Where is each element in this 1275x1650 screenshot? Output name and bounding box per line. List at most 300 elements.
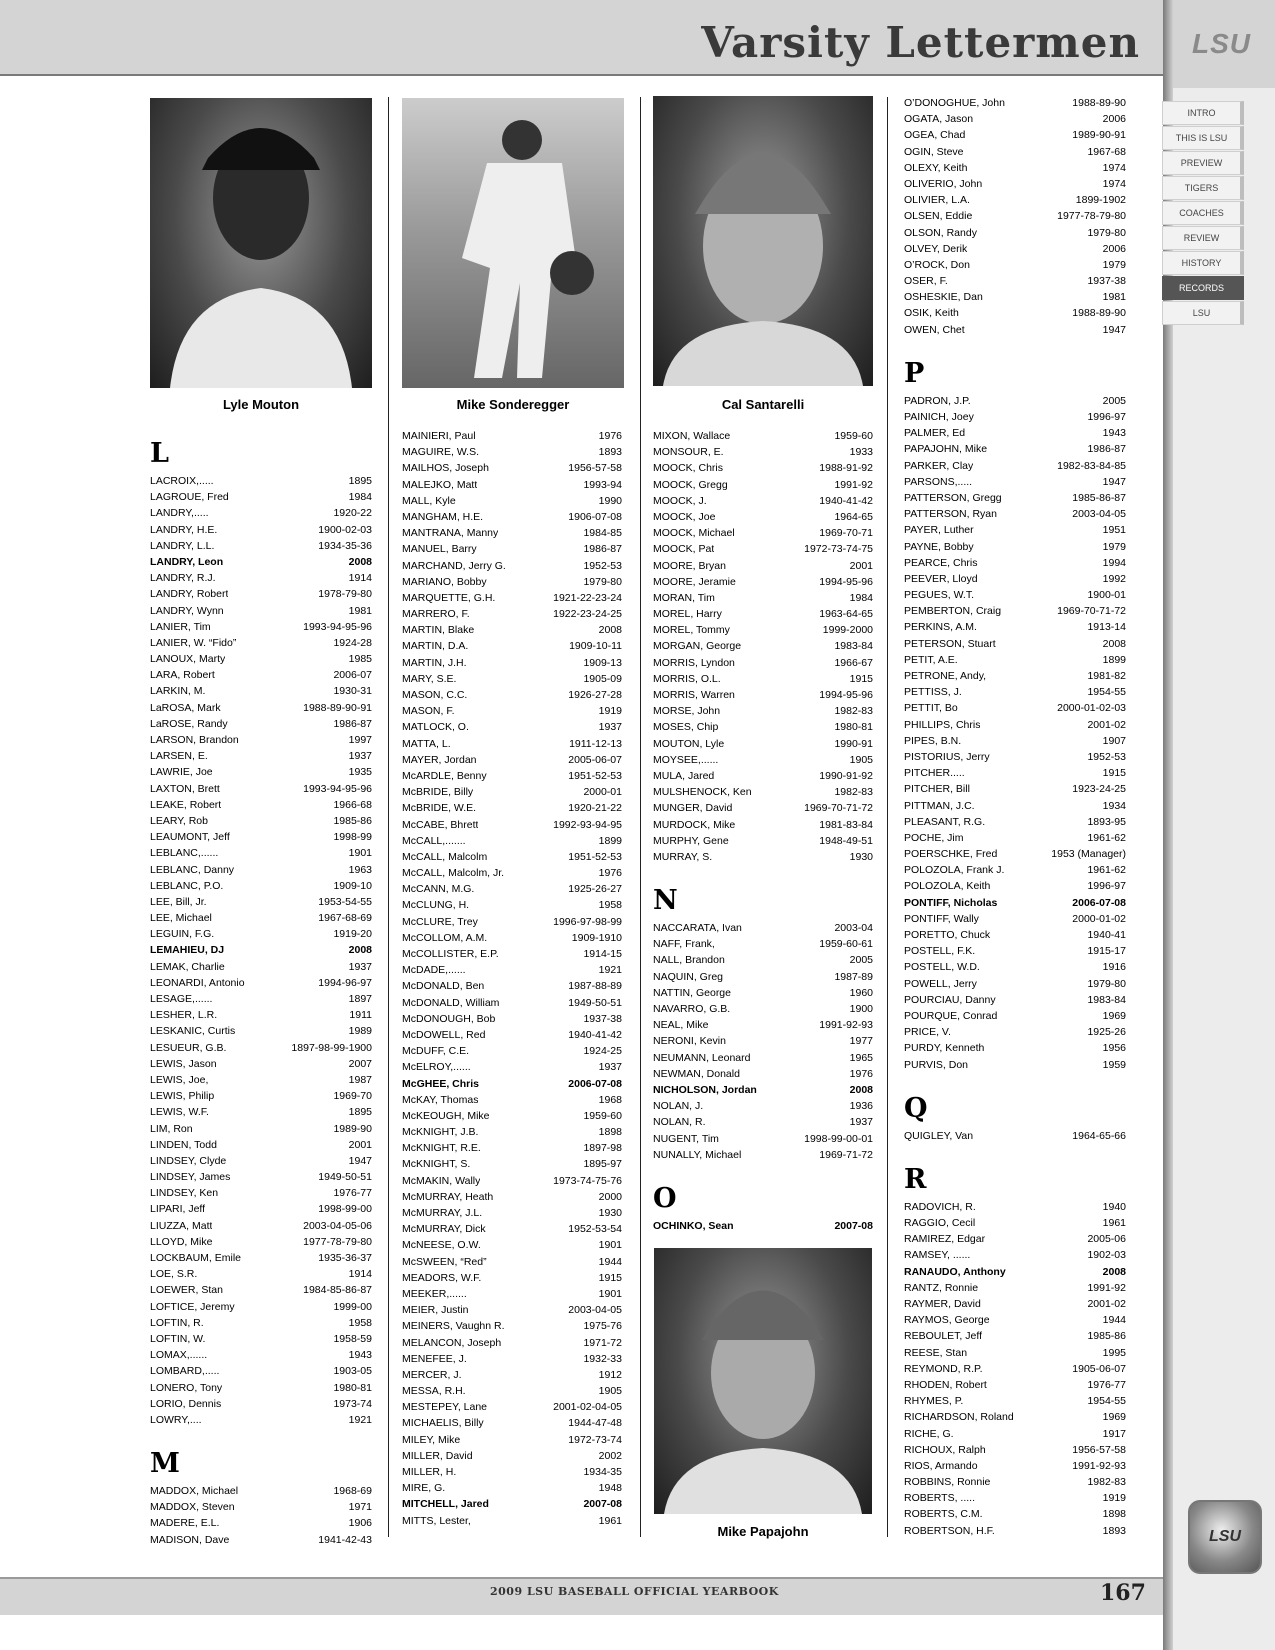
letterman-years: 1934 — [1102, 799, 1126, 812]
letterman-row — [150, 1380, 372, 1396]
letterman-years: 1953-54-55 — [318, 895, 372, 908]
letterman-row — [904, 1280, 1126, 1296]
letterman-row — [150, 1169, 372, 1185]
letterman-years: 1982-83-84-85 — [1057, 459, 1126, 472]
letterman-row — [150, 1234, 372, 1250]
letterman-years: 2008 — [348, 555, 372, 568]
letterman-row — [904, 765, 1126, 781]
letterman-years: 1915 — [598, 1271, 622, 1284]
letterman-row — [653, 1114, 873, 1130]
letterman-row — [904, 1264, 1126, 1280]
nav-item-history[interactable]: HISTORY — [1162, 251, 1244, 275]
letterman-row — [904, 700, 1126, 716]
letterman-row — [653, 736, 873, 752]
letterman-years: 2005-06 — [1087, 1233, 1126, 1246]
nav-item-records[interactable]: RECORDS — [1162, 276, 1244, 300]
nav-item-lsu[interactable]: LSU — [1162, 301, 1244, 325]
letterman-years: 1906 — [348, 1517, 372, 1530]
letterman-name: LESUEUR, G.B. — [150, 1041, 227, 1054]
letterman-row — [904, 241, 1126, 257]
letterman-name: PIPES, B.N. — [904, 734, 962, 747]
player-silhouette-icon — [150, 98, 372, 388]
letterman-row — [904, 95, 1126, 111]
letterman-name: MURDOCK, Mike — [653, 818, 736, 831]
letterman-years: 1972-73-74 — [568, 1433, 622, 1446]
letterman-years: 1981 — [348, 604, 372, 617]
letterman-years: 1903-05 — [333, 1365, 372, 1378]
letterman-years: 1967-68-69 — [318, 912, 372, 925]
letterman-name: MULA, Jared — [653, 769, 715, 782]
letterman-row — [150, 1250, 372, 1266]
letterman-row — [402, 1027, 622, 1043]
letterman-name: MONSOUR, E. — [653, 446, 724, 459]
letterman-years: 1965 — [849, 1051, 873, 1064]
letterman-name: OLVEY, Derik — [904, 242, 968, 255]
section-nav — [1162, 101, 1244, 326]
letterman-years: 1999-00 — [333, 1300, 372, 1313]
letterman-years: 1909-13 — [583, 656, 622, 669]
letterman-name: LARSON, Brandon — [150, 734, 239, 746]
letterman-years: 1959-60 — [583, 1109, 622, 1122]
letterman-row — [402, 638, 622, 654]
letterman-years: 1952-53 — [583, 559, 622, 572]
letterman-years: 1961 — [598, 1514, 622, 1527]
player-photo-cal-santarelli — [653, 96, 873, 386]
letterman-row — [653, 817, 873, 833]
letterman-row — [402, 558, 622, 574]
letterman-years: 2001 — [849, 559, 873, 572]
letterman-name: MAILHOS, Joseph — [402, 462, 489, 475]
letterman-row — [904, 522, 1126, 538]
letterman-years: 1893-95 — [1087, 815, 1126, 828]
letterman-name: POWELL, Jerry — [904, 977, 977, 990]
letterman-row — [402, 1108, 622, 1124]
letterman-name: LESHER, L.R. — [150, 1009, 218, 1022]
letterman-name: MOOCK, Chris — [653, 462, 724, 475]
letterman-years: 1986-87 — [583, 543, 622, 556]
letterman-years: 1974 — [1102, 161, 1126, 174]
photo-caption: Mike Sonderegger — [456, 397, 570, 412]
letterman-years: 2005 — [849, 954, 873, 967]
letterman-name: LAWRIE, Joe — [150, 766, 213, 779]
letterman-row — [402, 1076, 622, 1092]
letterman-years: 1989-90 — [333, 1122, 372, 1135]
letterman-name: PURVIS, Don — [904, 1058, 968, 1071]
letterman-name: LACROIX,..... — [150, 475, 214, 487]
letterman-years: 1976-77 — [333, 1187, 372, 1200]
letterman-name: OLSON, Randy — [904, 226, 977, 239]
letterman-row — [402, 1092, 622, 1108]
letterman-name: LARKIN, M. — [150, 685, 206, 698]
letterman-years: 1937-38 — [583, 1012, 622, 1025]
footer-title: 2009 LSU BASEBALL OFFICIAL YEARBOOK — [490, 1585, 779, 1598]
letterman-row — [402, 1140, 622, 1156]
letterman-row — [904, 1345, 1126, 1361]
letterman-name: LEWIS, Philip — [150, 1090, 215, 1103]
letterman-years: 1976 — [598, 867, 622, 880]
letterman-years: 1947 — [348, 1154, 372, 1167]
letterman-name: PAYER, Luther — [904, 524, 974, 537]
letterman-years: 1900 — [849, 1003, 873, 1015]
letterman-row — [653, 849, 873, 865]
letterman-name: MORSE, John — [653, 705, 721, 718]
letterman-name: RAYMOS, George — [904, 1314, 990, 1327]
letterman-name: MOREL, Harry — [653, 608, 722, 621]
letterman-years: 1979-80 — [583, 575, 622, 588]
letterman-years: 1981 — [1102, 291, 1126, 304]
letterman-name: RICHOUX, Ralph — [904, 1443, 986, 1456]
letterman-row — [402, 833, 622, 849]
letterman-name: NACCARATA, Ivan — [653, 922, 742, 935]
letterman-row — [653, 460, 873, 476]
letterman-row — [150, 554, 372, 570]
letterman-row — [150, 959, 372, 975]
page-title: Varsity Lettermen — [701, 18, 1140, 67]
letterman-name: MARRERO, F. — [402, 608, 470, 621]
letterman-years: 1949-50-51 — [318, 1171, 372, 1184]
letterman-years: 2006 — [1102, 113, 1126, 126]
letterman-row — [402, 736, 622, 752]
letterman-row — [150, 619, 372, 635]
letterman-row — [904, 943, 1126, 959]
letterman-years: 1990-91 — [834, 737, 873, 750]
letterman-name: PADRON, J.P. — [904, 394, 971, 407]
letterman-name: LAGROUE, Fred — [150, 491, 229, 504]
letterman-row — [653, 703, 873, 719]
letterman-name: NAFF, Frank, — [653, 938, 715, 951]
letterman-row — [402, 1059, 622, 1075]
letterman-name: MANGHAM, H.E. — [402, 510, 484, 523]
nav-item-review[interactable]: REVIEW — [1162, 226, 1244, 250]
letterman-row — [904, 490, 1126, 506]
letterman-row — [904, 1361, 1126, 1377]
letterman-years: 1998-99 — [333, 831, 372, 844]
letterman-name: MITCHELL, Jared — [402, 1498, 489, 1511]
letterman-name: PAINICH, Joey — [904, 411, 974, 423]
letterman-row — [402, 671, 622, 687]
letterman-name: MARTIN, Blake — [402, 624, 475, 637]
letterman-name: POCHE, Jim — [904, 831, 964, 844]
letterman-years: 1984-85 — [583, 527, 622, 540]
letterman-name: LANOUX, Marty — [150, 653, 226, 666]
letterman-years: 1919 — [598, 705, 622, 718]
letterman-row — [150, 1396, 372, 1412]
letterman-name: McBRIDE, W.E. — [402, 802, 477, 815]
letterman-row — [904, 571, 1126, 587]
letterman-name: MARTIN, D.A. — [402, 640, 469, 653]
letterman-name: MEEKER,...... — [402, 1287, 467, 1300]
letterman-name: MARIANO, Bobby — [402, 575, 487, 588]
letterman-years: 1991-92-93 — [819, 1019, 873, 1032]
letterman-row — [904, 1040, 1126, 1056]
letterman-row — [150, 942, 372, 958]
letterman-name: LEARY, Rob — [150, 814, 208, 827]
letterman-years: 1972-73-74-75 — [804, 543, 873, 556]
letterman-years: 1994-96-97 — [318, 976, 372, 989]
letterman-name: LIM, Ron — [150, 1122, 193, 1135]
letterman-years: 1974 — [1102, 177, 1126, 190]
letterman-name: MATTA, L. — [402, 737, 451, 750]
letterman-row — [402, 1254, 622, 1270]
letterman-years: 1956 — [1102, 1042, 1126, 1055]
letterman-name: LANDRY, H.E. — [150, 523, 218, 536]
letterman-row — [904, 289, 1126, 305]
letterman-years: 1968-69 — [333, 1485, 372, 1498]
letterman-years: 1940-41-42 — [819, 494, 873, 507]
letterman-row — [402, 784, 622, 800]
letterman-row — [653, 752, 873, 768]
letterman-years: 2008 — [1102, 1265, 1126, 1278]
letterman-row — [402, 1318, 622, 1334]
letterman-row — [904, 1474, 1126, 1490]
letterman-row — [904, 305, 1126, 321]
letterman-row — [402, 1043, 622, 1059]
letterman-name: MOOCK, Gregg — [653, 478, 728, 491]
letterman-years: 1937 — [849, 1116, 873, 1129]
letterman-row — [150, 1347, 372, 1363]
letterman-name: LANDRY, R.J. — [150, 572, 216, 585]
letterman-row — [150, 651, 372, 667]
letterman-years: 1941-42-43 — [318, 1533, 372, 1546]
nav-item-preview[interactable]: PREVIEW — [1162, 151, 1244, 175]
letterman-years: 2006-07-08 — [568, 1077, 622, 1090]
letterman-years: 1909-10 — [333, 879, 372, 892]
letterman-name: McCALL, Malcolm, Jr. — [402, 867, 505, 880]
letterman-years: 1969-70-71-72 — [1057, 605, 1126, 618]
letterman-years: 1951-52-53 — [568, 850, 622, 863]
letterman-row — [150, 991, 372, 1007]
letterman-row — [402, 1367, 622, 1383]
letterman-row — [653, 719, 873, 735]
letterman-years: 1988-91-92 — [819, 462, 873, 475]
letterman-name: OSIK, Keith — [904, 307, 959, 320]
letterman-row — [904, 992, 1126, 1008]
letterman-row — [150, 1056, 372, 1072]
letterman-years: 1982-83 — [834, 786, 873, 799]
letterman-years: 1937-38 — [1087, 275, 1126, 288]
letterman-years: 1937 — [348, 750, 372, 763]
letterman-row — [150, 505, 372, 521]
letterman-name: MARCHAND, Jerry G. — [402, 559, 506, 572]
section-letter: P — [904, 357, 925, 389]
letterman-years: 2006-07 — [333, 669, 372, 682]
letterman-row — [150, 1218, 372, 1234]
nav-item-this-is-lsu[interactable]: THIS IS LSU — [1162, 126, 1244, 150]
letterman-name: PETIT, A.E. — [904, 653, 958, 666]
letterman-row — [402, 1205, 622, 1221]
letterman-name: ROBERTS, C.M. — [904, 1508, 983, 1521]
letterman-name: LLOYD, Mike — [150, 1235, 213, 1248]
letterman-row — [904, 878, 1126, 894]
section-letter: Q — [904, 1092, 928, 1124]
letterman-name: MOOCK, J. — [653, 494, 707, 507]
letterman-years: 1897-98-99-1900 — [291, 1041, 372, 1054]
letterman-name: OLEXY, Keith — [904, 161, 968, 174]
letterman-name: OSER, F. — [904, 275, 948, 288]
letterman-years: 1992 — [1102, 572, 1126, 585]
letterman-name: OGATA, Jason — [904, 113, 974, 126]
letterman-name: PHILLIPS, Chris — [904, 718, 981, 731]
player-photo-mike-papajohn — [654, 1248, 872, 1514]
letterman-row — [904, 911, 1126, 927]
letterman-name: LAXTON, Brett — [150, 782, 220, 795]
letterman-name: MANUEL, Barry — [402, 543, 477, 556]
player-silhouette-icon — [402, 98, 624, 388]
letterman-years: 1937 — [598, 1061, 622, 1074]
letterman-name: PITTMAN, J.C. — [904, 799, 975, 812]
letterman-years: 1984-85-86-87 — [303, 1284, 372, 1297]
nav-item-intro[interactable]: INTRO — [1162, 101, 1244, 125]
letterman-name: MANTRANA, Manny — [402, 527, 499, 540]
letterman-years: 1984 — [849, 591, 873, 604]
letterman-row — [150, 1483, 372, 1499]
letterman-name: LaROSA, Mark — [150, 701, 221, 714]
nav-item-tigers[interactable]: TIGERS — [1162, 176, 1244, 200]
letterman-years: 1912 — [598, 1368, 622, 1381]
letterman-name: MEADORS, W.F. — [402, 1271, 482, 1284]
letterman-row — [402, 978, 622, 994]
letterman-years: 1968 — [598, 1093, 622, 1106]
letterman-name: LINDEN, Todd — [150, 1138, 217, 1151]
letterman-name: MARY, S.E. — [402, 672, 457, 685]
letterman-years: 1934-35 — [583, 1466, 622, 1478]
letterman-name: NUNALLY, Michael — [653, 1148, 742, 1161]
letterman-row — [402, 460, 622, 476]
letterman-row — [402, 1448, 622, 1464]
championship-ring-icon: LSU — [1188, 1500, 1262, 1574]
letterman-years: 1959-60 — [834, 430, 873, 442]
letterman-row — [904, 176, 1126, 192]
letterman-row — [150, 1412, 372, 1428]
letterman-row — [150, 700, 372, 716]
letterman-years: 1976-77 — [1087, 1378, 1126, 1391]
letterman-row — [904, 959, 1126, 975]
letterman-name: McELROY,...... — [402, 1061, 471, 1074]
letterman-row — [904, 668, 1126, 684]
letterman-row — [402, 719, 622, 735]
letterman-years: 1936 — [849, 1100, 873, 1113]
letterman-name: NAVARRO, G.B. — [653, 1003, 731, 1015]
letterman-years: 1916 — [1102, 961, 1126, 974]
letterman-name: LEGUIN, F.G. — [150, 928, 215, 941]
letterman-years: 1982-83 — [1087, 1476, 1126, 1489]
letterman-years: 2007-08 — [834, 1219, 873, 1232]
letterman-name: LEAKE, Robert — [150, 798, 222, 811]
letterman-name: ROBBINS, Ronnie — [904, 1476, 991, 1489]
letterman-row — [402, 1383, 622, 1399]
letterman-name: PONTIFF, Nicholas — [904, 896, 998, 909]
letterman-years: 1930 — [849, 850, 873, 863]
letterman-name: REYMOND, R.P. — [904, 1362, 983, 1375]
letterman-name: McKEOUGH, Mike — [402, 1109, 490, 1122]
letterman-years: 1900-02-03 — [318, 523, 372, 536]
letterman-years: 1915-17 — [1087, 945, 1126, 958]
letterman-years: 1969 — [1102, 1411, 1126, 1424]
letterman-row — [402, 1335, 622, 1351]
letterman-row — [904, 895, 1126, 911]
letterman-years: 1917 — [1102, 1427, 1126, 1440]
letterman-name: LONERO, Tony — [150, 1381, 223, 1394]
letterman-name: LANDRY, L.L. — [150, 539, 215, 552]
letterman-row — [653, 606, 873, 622]
letterman-name: O’ROCK, Don — [904, 258, 970, 271]
letterman-row — [402, 428, 622, 444]
letterman-years: 1990 — [598, 494, 622, 507]
letterman-name: RANAUDO, Anthony — [904, 1265, 1006, 1278]
letterman-years: 2001 — [348, 1138, 372, 1151]
letterman-row — [150, 603, 372, 619]
letterman-row — [904, 1128, 1126, 1144]
letterman-row — [904, 539, 1126, 555]
letterman-name: PEMBERTON, Craig — [904, 605, 1002, 618]
letterman-name: OGIN, Steve — [904, 145, 964, 158]
letterman-years: 1993-94-95-96 — [303, 782, 372, 795]
letterman-years: 1969-70-71-72 — [804, 802, 873, 815]
letterman-years: 1911-12-13 — [569, 737, 622, 750]
letterman-years: 1988-89-90 — [1072, 307, 1126, 320]
letterman-name: RHYMES, P. — [904, 1395, 964, 1408]
letterman-row — [150, 570, 372, 586]
letterman-years: 1984 — [348, 491, 372, 504]
letterman-name: LANIER, W. “Fido” — [150, 636, 237, 649]
letterman-years: 1988-89-90-91 — [303, 701, 372, 714]
letterman-years: 1964-65 — [834, 510, 873, 523]
letterman-row — [402, 509, 622, 525]
letterman-years: 1963-64-65 — [819, 608, 873, 621]
letterman-row — [653, 1098, 873, 1114]
letterman-years: 1899 — [1102, 653, 1126, 666]
letterman-years: 1967-68 — [1087, 145, 1126, 158]
letterman-row — [402, 914, 622, 930]
letterman-years: 1985-86 — [333, 814, 372, 827]
letterman-row — [150, 926, 372, 942]
letterman-row — [653, 1131, 873, 1147]
letterman-name: LANDRY, Wynn — [150, 604, 224, 617]
letterman-name: LANDRY, Robert — [150, 588, 229, 601]
letterman-years: 2006 — [1102, 242, 1126, 255]
letterman-years: 1978-79-80 — [318, 588, 372, 601]
letterman-years: 1901 — [598, 1239, 622, 1252]
letterman-years: 1994 — [1102, 556, 1126, 569]
letterman-row — [150, 1499, 372, 1515]
letterman-years: 1932-33 — [583, 1352, 622, 1365]
letterman-name: MOSES, Chip — [653, 721, 719, 734]
letterman-name: MEINERS, Vaughn R. — [402, 1320, 505, 1333]
letterman-years: 1979-80 — [1087, 226, 1126, 239]
letterman-name: LANIER, Tim — [150, 620, 211, 633]
letterman-years: 1987-88-89 — [568, 980, 622, 993]
letterman-row — [402, 525, 622, 541]
letterman-years: 1959 — [1102, 1058, 1126, 1071]
letterman-name: McMURRAY, J.L. — [402, 1207, 483, 1219]
letterman-name: McCALL, Malcolm — [402, 850, 488, 863]
photo-caption: Mike Papajohn — [717, 1524, 809, 1539]
letterman-name: NEAL, Mike — [653, 1019, 709, 1032]
letterman-row — [904, 976, 1126, 992]
lsu-logo: LSU — [1192, 28, 1251, 59]
letterman-name: McDOWELL, Red — [402, 1028, 486, 1041]
letterman-name: PEGUES, W.T. — [904, 589, 975, 602]
letterman-row — [150, 781, 372, 797]
letterman-years: 2003-04-05-06 — [303, 1219, 372, 1232]
nav-item-coaches[interactable]: COACHES — [1162, 201, 1244, 225]
letterman-name: MELANCON, Joseph — [402, 1336, 502, 1349]
letterman-name: LESKANIC, Curtis — [150, 1025, 236, 1038]
letterman-years: 2008 — [849, 1083, 873, 1096]
letterman-name: POURCIAU, Danny — [904, 993, 996, 1006]
letterman-name: LOMBARD,..... — [150, 1365, 220, 1378]
letterman-years: 2000-01 — [583, 786, 622, 799]
